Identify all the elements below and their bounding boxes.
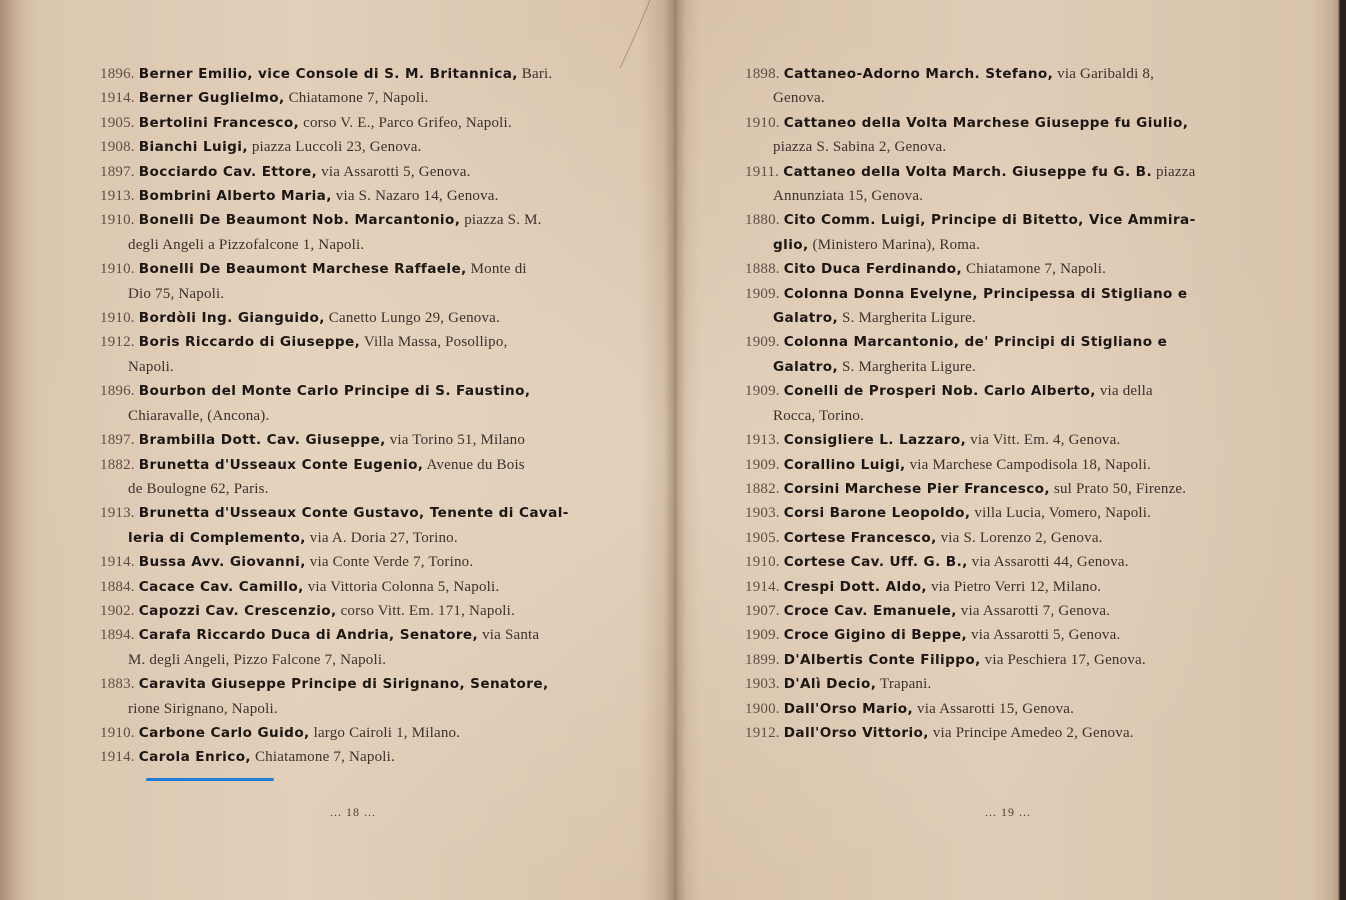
entry-address: Villa Massa, Posollipo, [363, 334, 508, 351]
register-entry [100, 62, 620, 86]
entry-name: Dall'Orso Mario, [783, 700, 914, 717]
entry-address: Canetto Lungo 29, Genova. [328, 310, 500, 327]
entry-address: via Peschiera 17, Genova. [984, 651, 1146, 668]
register-entry [745, 477, 1270, 501]
entry-name: Colonna Donna Evelyne, Principessa di Stigliano e [783, 285, 1188, 302]
entry-address-continuation: degli Angeli a Pizzofalcone 1, Napoli. [128, 236, 365, 253]
entry-address: via Pietro Verri 12, Milano. [930, 578, 1102, 595]
entry-year: 1913. [100, 505, 135, 522]
entry-year: 1883. [100, 676, 135, 693]
entry-name-continuation: leria di Complemento, [128, 529, 306, 546]
entry-address-continuation: Dio 75, Napoli. [128, 285, 225, 302]
entry-year: 1909. [745, 285, 780, 302]
register-entry [100, 306, 620, 330]
entry-name: Brunetta d'Usseaux Conte Eugenio, [138, 456, 424, 473]
entry-address: via Assarotti 7, Genova. [960, 602, 1111, 619]
entry-address-continuation: de Boulogne 62, Paris. [128, 480, 269, 497]
entry-name: D'Albertis Conte Filippo, [783, 651, 981, 668]
right-page-edge [1332, 0, 1346, 900]
entry-year: 1880. [745, 212, 780, 229]
entry-year: 1897. [100, 432, 135, 449]
entry-address: sul Prato 50, Firenze. [1053, 480, 1187, 497]
right-page-number: ... 19 ... [985, 805, 1031, 819]
entry-name: Bordòli Ing. Gianguido, [138, 310, 325, 327]
entry-year: 1907. [745, 602, 780, 619]
entry-name: Berner Guglielmo, [138, 90, 285, 107]
entry-name: Cattaneo della Volta March. Giuseppe fu G. B. [783, 163, 1153, 180]
entry-name: Corsini Marchese Pier Francesco, [783, 480, 1050, 497]
entry-name: Carafa Riccardo Duca di Andria, Senatore, [138, 627, 479, 644]
register-entry [745, 575, 1270, 599]
entry-address: via Vittoria Colonna 5, Napoli. [307, 578, 500, 595]
entry-year: 1908. [100, 139, 135, 156]
entry-name: Bocciardo Cav. Ettore, [138, 163, 318, 180]
entry-address: via della [1099, 383, 1153, 400]
entry-year: 1914. [100, 749, 135, 766]
register-entry [100, 501, 620, 550]
entry-address-continuation: via A. Doria 27, Torino. [309, 529, 458, 546]
left-page [100, 62, 620, 770]
entry-address-continuation: Genova. [773, 90, 825, 107]
entry-name: D'Alì Decio, [783, 676, 877, 693]
entry-address: via Principe Amedeo 2, Genova. [932, 724, 1134, 741]
register-entry [745, 672, 1270, 696]
entry-address: Monte di [470, 261, 527, 278]
entry-name: Cito Comm. Luigi, Principe di Bitetto, Vice Ammira- [783, 212, 1196, 229]
entry-year: 1888. [745, 261, 780, 278]
register-entry [745, 526, 1270, 550]
entry-address: piazza Luccoli 23, Genova. [251, 139, 422, 156]
entry-continuation [100, 355, 620, 379]
entry-name-continuation: glio, [773, 236, 809, 253]
entry-name: Consigliere L. Lazzaro, [783, 432, 967, 449]
register-entry [100, 86, 620, 110]
entry-address: corso V. E., Parco Grifeo, Napoli. [303, 114, 512, 131]
register-entry [745, 330, 1270, 379]
entry-name-continuation: Galatro, [773, 358, 839, 375]
entry-name: Bianchi Luigi, [138, 139, 248, 156]
register-entry [100, 672, 620, 721]
entry-year: 1914. [100, 90, 135, 107]
entry-address: Chiatamone 7, Napoli. [288, 90, 429, 107]
entry-address-continuation: piazza S. Sabina 2, Genova. [773, 139, 947, 156]
entry-name: Bourbon del Monte Carlo Principe di S. Faustino, [138, 383, 531, 400]
entry-address: largo Cairoli 1, Milano. [313, 724, 461, 741]
entry-name: Bonelli De Beaumont Marchese Raffaele, [138, 261, 467, 278]
entry-address: piazza S. M. [464, 212, 542, 229]
entry-address: via Garibaldi 8, [1057, 66, 1155, 82]
register-entry [100, 160, 620, 184]
register-entry [100, 184, 620, 208]
entry-year: 1903. [745, 505, 780, 522]
register-entry [745, 208, 1270, 257]
register-entry [100, 208, 620, 257]
entry-address-continuation: Annunziata 15, Genova. [773, 188, 924, 205]
register-entry [745, 160, 1270, 209]
register-entry [100, 453, 620, 502]
entry-name: Carbone Carlo Guido, [138, 724, 310, 741]
entry-address: via Torino 51, Milano [389, 432, 526, 449]
entry-name: Cacace Cav. Camillo, [138, 578, 304, 595]
entry-year: 1894. [100, 627, 135, 644]
entry-continuation [100, 648, 620, 672]
register-entry [745, 501, 1270, 525]
register-entry [100, 745, 620, 769]
entry-year: 1914. [100, 554, 135, 571]
register-entry [100, 599, 620, 623]
register-entry [100, 575, 620, 599]
register-entry [745, 599, 1270, 623]
register-entry [745, 62, 1270, 111]
entry-continuation [100, 233, 620, 257]
entry-year: 1912. [100, 334, 135, 351]
entry-year: 1910. [745, 554, 780, 571]
entry-year: 1910. [745, 114, 780, 131]
entry-address: Trapani. [879, 676, 932, 693]
entry-address: via S. Nazaro 14, Genova. [335, 188, 499, 205]
entry-address: Chiatamone 7, Napoli. [254, 749, 395, 766]
entry-continuation [100, 526, 620, 550]
entry-name-continuation: Galatro, [773, 310, 839, 327]
entry-address: Chiatamone 7, Napoli. [966, 261, 1107, 278]
entry-address-continuation: S. Margherita Ligure. [842, 358, 976, 375]
entry-continuation [100, 477, 620, 501]
entry-continuation [745, 404, 1270, 428]
entry-year: 1909. [745, 456, 780, 473]
page-crease [610, 0, 660, 70]
entry-continuation [745, 135, 1270, 159]
register-entry [745, 550, 1270, 574]
entry-name: Caravita Giuseppe Principe di Sirignano, Senatore, [138, 676, 549, 693]
entry-year: 1898. [745, 66, 780, 82]
register-entry [745, 453, 1270, 477]
entry-name: Crespi Dott. Aldo, [783, 578, 927, 595]
register-entry [100, 111, 620, 135]
entry-year: 1910. [100, 310, 135, 327]
entry-name: Corsi Barone Leopoldo, [783, 505, 971, 522]
entry-year: 1913. [100, 188, 135, 205]
register-entry [100, 428, 620, 452]
entry-address: via Assarotti 5, Genova. [321, 163, 471, 180]
entry-address-continuation: M. degli Angeli, Pizzo Falcone 7, Napoli. [128, 651, 387, 668]
register-entry [100, 550, 620, 574]
register-entry [100, 330, 620, 379]
register-entry [100, 257, 620, 306]
entry-name: Corallino Luigi, [783, 456, 906, 473]
entry-name: Dall'Orso Vittorio, [783, 724, 929, 741]
entry-address: Bari. [521, 66, 553, 82]
register-entry [745, 111, 1270, 160]
entry-name: Cortese Cav. Uff. G. B., [783, 554, 968, 571]
entry-address-continuation: rione Sirignano, Napoli. [128, 700, 278, 717]
entry-continuation [100, 404, 620, 428]
entry-name: Capozzi Cav. Crescenzio, [138, 602, 337, 619]
entry-year: 1911. [745, 163, 780, 180]
entry-name: Bombrini Alberto Maria, [138, 188, 332, 205]
entry-name: Conelli de Prosperi Nob. Carlo Alberto, [783, 383, 1096, 400]
entry-continuation [745, 355, 1270, 379]
entry-name: Brunetta d'Usseaux Conte Gustavo, Tenente di Caval- [138, 505, 569, 522]
entry-name: Croce Cav. Emanuele, [783, 602, 957, 619]
entry-address: corso Vitt. Em. 171, Napoli. [340, 602, 515, 619]
entry-year: 1909. [745, 627, 780, 644]
entry-address-continuation: Chiaravalle, (Ancona). [128, 407, 270, 424]
entry-name: Cattaneo-Adorno March. Stefano, [783, 66, 1054, 82]
entry-address-continuation: Napoli. [128, 358, 174, 375]
entry-address: via Assarotti 15, Genova. [917, 700, 1075, 717]
entry-continuation [100, 697, 620, 721]
entry-year: 1910. [100, 724, 135, 741]
entry-year: 1913. [745, 432, 780, 449]
entry-address: via S. Lorenzo 2, Genova. [940, 529, 1103, 546]
entry-year: 1910. [100, 212, 135, 229]
register-entry [745, 257, 1270, 281]
entry-address: villa Lucia, Vomero, Napoli. [974, 505, 1152, 522]
entry-address: piazza [1155, 163, 1196, 180]
register-entry [745, 623, 1270, 647]
entry-address: via Santa [482, 627, 540, 644]
register-entry [745, 721, 1270, 745]
entry-name: Croce Gigino di Beppe, [783, 627, 968, 644]
entry-year: 1909. [745, 334, 780, 351]
entry-year: 1897. [100, 163, 135, 180]
register-entry [100, 623, 620, 672]
entry-name: Cortese Francesco, [783, 529, 937, 546]
entry-name: Colonna Marcantonio, de' Principi di Stigliano e [783, 334, 1168, 351]
entry-continuation [745, 233, 1270, 257]
entry-year: 1884. [100, 578, 135, 595]
entry-continuation [100, 282, 620, 306]
register-entry [100, 135, 620, 159]
entry-year: 1902. [100, 602, 135, 619]
entry-year: 1882. [100, 456, 135, 473]
entry-year: 1910. [100, 261, 135, 278]
entry-name: Boris Riccardo di Giuseppe, [138, 334, 361, 351]
left-page-number: ... 18 ... [330, 805, 376, 819]
entry-year: 1900. [745, 700, 780, 717]
entry-name: Cito Duca Ferdinando, [783, 261, 963, 278]
entry-address-continuation: (Ministero Marina), Roma. [812, 236, 980, 253]
entry-name: Berner Emilio, vice Console di S. M. Britannica, [138, 66, 518, 82]
right-page [745, 62, 1270, 745]
entry-name: Bertolini Francesco, [138, 114, 300, 131]
left-page-edge [0, 0, 22, 900]
entry-address: via Assarotti 5, Genova. [971, 627, 1121, 644]
entry-continuation [745, 306, 1270, 330]
entry-year: 1896. [100, 66, 135, 82]
entry-year: 1882. [745, 480, 780, 497]
entry-year: 1899. [745, 651, 780, 668]
entry-continuation [745, 184, 1270, 208]
register-entry [100, 379, 620, 428]
entry-address-continuation: S. Margherita Ligure. [842, 310, 976, 327]
entry-name: Brambilla Dott. Cav. Giuseppe, [138, 432, 386, 449]
entry-address: via Vitt. Em. 4, Genova. [970, 432, 1121, 449]
entry-address: via Marchese Campodisola 18, Napoli. [909, 456, 1151, 473]
entry-year: 1909. [745, 383, 780, 400]
register-entry [745, 282, 1270, 331]
entry-continuation [745, 86, 1270, 110]
register-entry [745, 697, 1270, 721]
entry-address: Avenue du Bois [426, 456, 525, 473]
entry-name: Carola Enrico, [138, 749, 251, 766]
entry-year: 1905. [745, 529, 780, 546]
entry-address: via Conte Verde 7, Torino. [309, 554, 474, 571]
entry-name: Bussa Avv. Giovanni, [138, 554, 306, 571]
book-gutter [664, 0, 686, 900]
register-entry [745, 648, 1270, 672]
entry-year: 1905. [100, 114, 135, 131]
entry-name: Bonelli De Beaumont Nob. Marcantonio, [138, 212, 461, 229]
entry-year: 1903. [745, 676, 780, 693]
entry-name: Cattaneo della Volta Marchese Giuseppe fu Giulio, [783, 114, 1189, 131]
entry-address-continuation: Rocca, Torino. [773, 407, 865, 424]
entry-year: 1896. [100, 383, 135, 400]
register-entry [100, 721, 620, 745]
highlight-underline [146, 778, 274, 781]
entry-address: via Assarotti 44, Genova. [971, 554, 1129, 571]
register-entry [745, 379, 1270, 428]
entry-year: 1912. [745, 724, 780, 741]
register-entry [745, 428, 1270, 452]
entry-year: 1914. [745, 578, 780, 595]
